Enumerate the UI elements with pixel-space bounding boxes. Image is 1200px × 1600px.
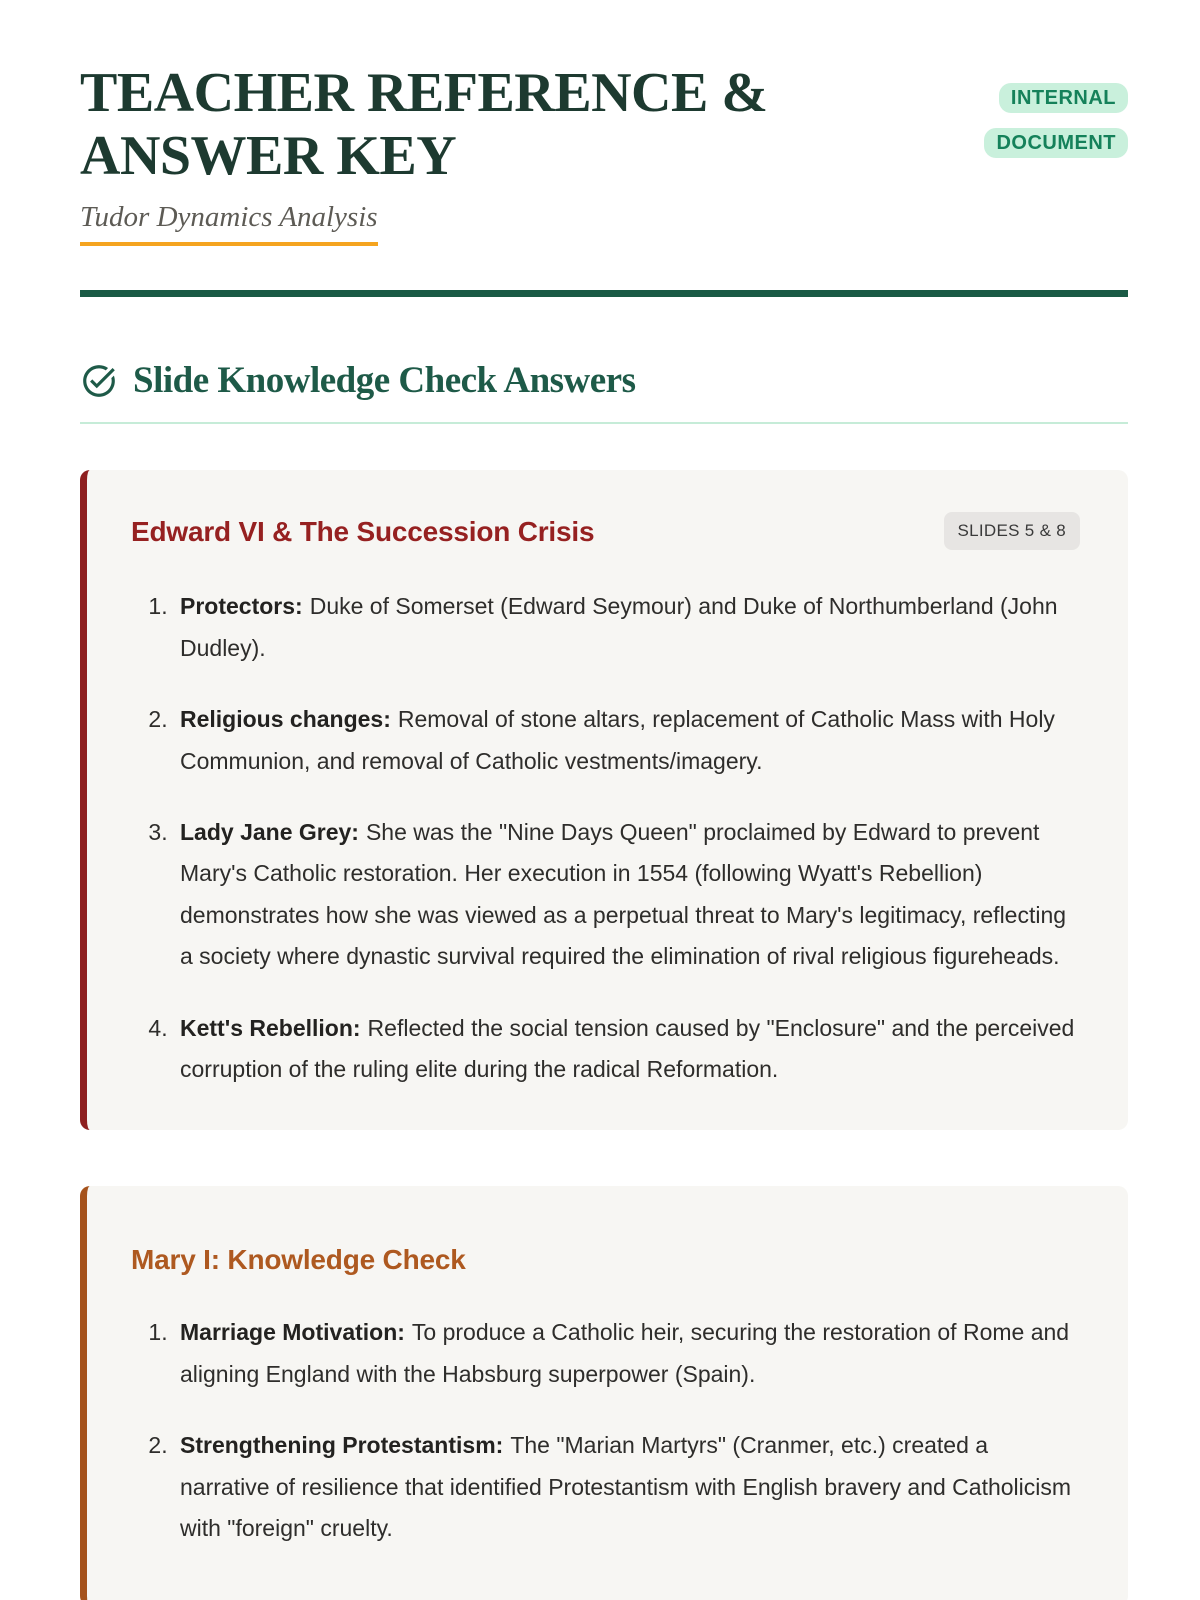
slides-badge: SLIDES 5 & 8	[944, 512, 1081, 550]
answer-item	[174, 1425, 1080, 1549]
answer-item	[174, 1312, 1080, 1395]
answer-text: The "Marian Martyrs" (Cranmer, etc.) created a narrative of resilience that identified Protestantism with English bravery and Catholicism with "foreign" cruelty.	[180, 1432, 1072, 1541]
answer-item	[174, 812, 1080, 978]
page-title: TEACHER REFERENCE & ANSWER KEY	[80, 62, 768, 187]
section-title: Slide Knowledge Check Answers	[133, 360, 636, 402]
document-header	[80, 62, 1128, 187]
internal-document-badge	[950, 76, 1128, 166]
answer-item	[174, 1008, 1080, 1091]
answer-list	[131, 586, 1080, 1090]
answer-card-edward-vi	[80, 470, 1128, 1130]
card-title: Mary I: Knowledge Check	[131, 1244, 466, 1276]
card-header	[131, 516, 1080, 550]
internal-document-badge-label: INTERNAL DOCUMENT	[984, 83, 1128, 158]
page-subtitle: Tudor Dynamics Analysis	[80, 201, 378, 246]
answer-text: Removal of stone altars, replacement of Catholic Mass with Holy Communion, and removal of Catholic vestments/imagery.	[180, 706, 1055, 774]
answer-label: Strengthening Protestantism:	[180, 1432, 504, 1459]
answer-label: Kett's Rebellion:	[180, 1014, 361, 1041]
answer-text: Duke of Somerset (Edward Seymour) and Duke of Northumberland (John Dudley).	[180, 593, 1058, 661]
answer-item	[174, 699, 1080, 782]
answer-label: Religious changes:	[180, 706, 391, 733]
check-circle-icon	[80, 362, 118, 400]
answer-label: Protectors:	[180, 593, 303, 620]
answer-item	[174, 586, 1080, 669]
header-divider	[80, 290, 1128, 297]
answer-label: Lady Jane Grey:	[180, 819, 359, 845]
answer-list	[131, 1312, 1080, 1549]
answer-text: Reflected the social tension caused by "Enclosure" and the perceived corruption of the ruling elite during the radical Reformation.	[180, 1014, 1075, 1082]
section-heading	[80, 359, 1128, 424]
answer-card-mary-i	[80, 1186, 1128, 1600]
answer-label: Marriage Motivation:	[180, 1319, 405, 1346]
answer-text: She was the "Nine Days Queen" proclaimed by Edward to prevent Mary's Catholic restoration. Her execution in 1554 (following Wyatt's Rebellion) demonstrates how she was viewed as a perpetual threat to Mary's legitimacy, reflecting a society where dynastic survival required the elimination of rival religious figureheads.	[180, 819, 1067, 970]
subtitle-row	[80, 187, 1128, 246]
answer-text: To produce a Catholic heir, securing the restoration of Rome and aligning England with the Habsburg superpower (Spain).	[180, 1319, 1070, 1387]
card-header	[131, 1244, 1080, 1276]
card-title: Edward VI & The Succession Crisis	[131, 516, 595, 548]
